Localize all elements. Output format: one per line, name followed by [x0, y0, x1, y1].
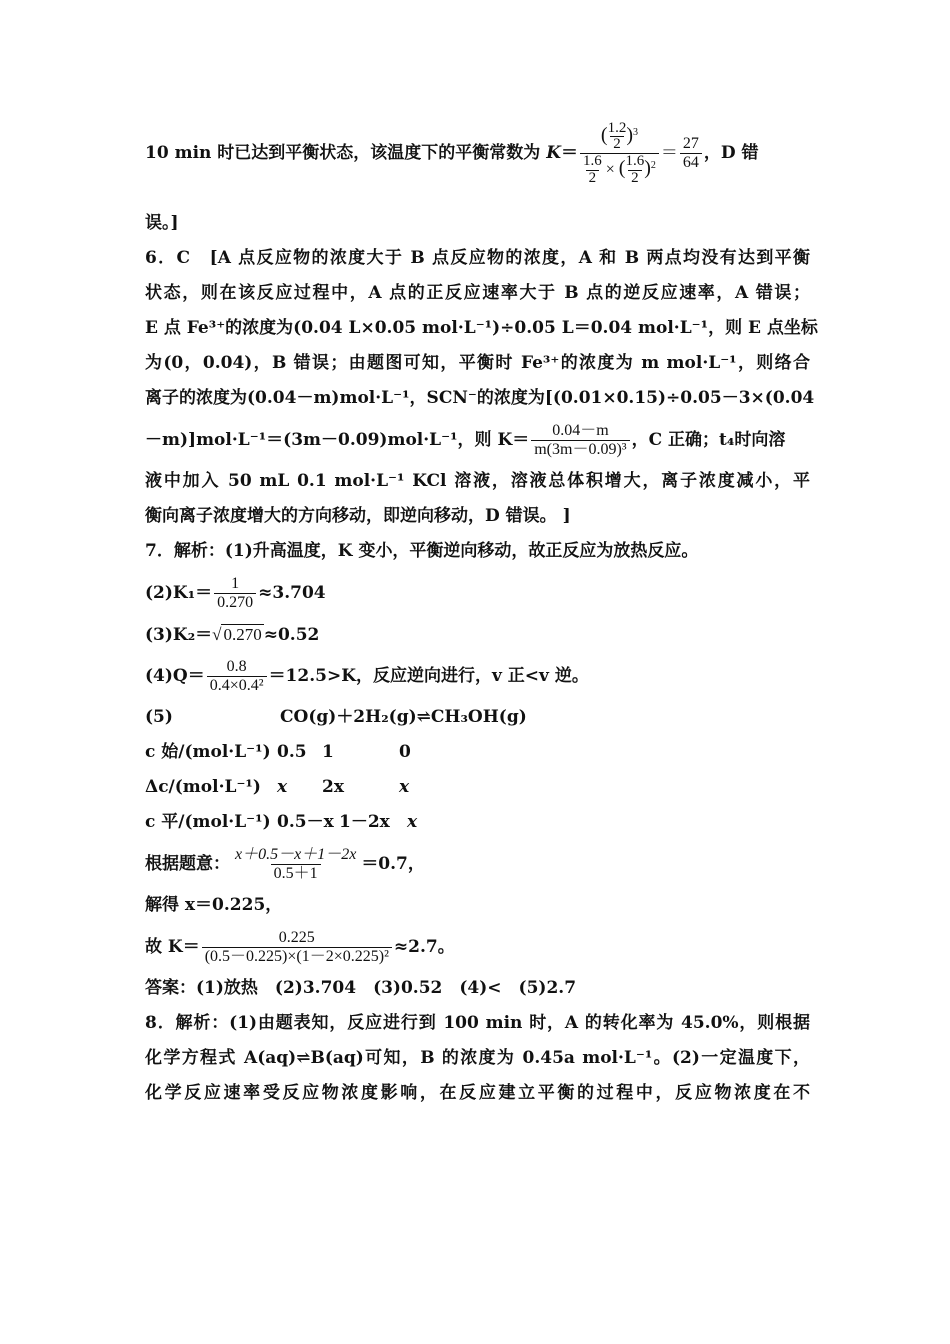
q6-line-5: 离子的浓度为(0.04－m)mol·L⁻¹，SCN⁻的浓度为[(0.01×0.15)÷0.05－3×(0.04	[145, 388, 815, 408]
exponent-3: 3	[632, 126, 638, 138]
q7-q-prefix: (4)Q＝	[145, 666, 205, 686]
q7-part-4	[145, 652, 810, 700]
den-value-a: 1.6	[583, 153, 602, 169]
q7-p6-denominator: 0.5＋1	[271, 864, 321, 883]
table-row	[145, 770, 810, 805]
num-value: 1.2	[607, 119, 627, 136]
q7-part-3	[145, 617, 810, 652]
k-fraction-numerator: ( $\frac{1.2}{2}$ )$^3$	[600, 119, 638, 153]
cell: 2x	[322, 777, 344, 797]
q6-k-suffix: ，C 正确；t₄时向溶	[631, 430, 786, 450]
cell: 0	[399, 742, 411, 762]
row-label: Δc/(mol·L⁻¹)	[145, 777, 261, 797]
row-label: c 始/(mol·L⁻¹)	[145, 742, 271, 762]
k-symbol: K	[546, 143, 561, 163]
q7-k1-prefix: (2)K₁＝	[145, 583, 213, 603]
cell: x	[407, 812, 418, 832]
result-denominator: 64	[680, 153, 702, 172]
cell: 1	[322, 742, 334, 762]
q8-line-1: 8．解析：(1)由题表知，反应进行到 100 min 时，A 的转化率为 45.0%，则根据	[145, 1013, 810, 1033]
q7-k2-prefix: (3)K₂＝	[145, 625, 213, 645]
q7-k1-denominator: 0.270	[214, 593, 256, 612]
table-row	[145, 735, 810, 770]
reaction-equation: CO(g)＋2H₂(g)⇌CH₃OH(g)	[280, 707, 527, 727]
root-radicand: 0.270	[223, 625, 262, 644]
q6-line-3: E 点 Fe³⁺的浓度为(0.04 L×0.05 mol·L⁻¹)÷0.05 L＝0.04 mol·L⁻¹，则 E 点坐标	[145, 318, 818, 338]
den-value-b: 1.6	[625, 153, 645, 169]
exponent-2: 2	[650, 159, 656, 171]
row-label: c 平/(mol·L⁻¹)	[145, 812, 271, 832]
q6-k-denominator: m(3m－0.09)³	[531, 440, 629, 459]
q7-p6-numerator: x＋0.5－x＋1－2x	[235, 845, 357, 863]
text-tail: ，D 错	[703, 143, 759, 163]
k-fraction-denominator: $\frac{1.6}{2}$ × ( $\frac{1.6}{2}$ )$^2$	[580, 153, 659, 187]
cell: 1－2x	[339, 812, 390, 832]
q6-line-1	[145, 241, 810, 276]
q6-k-prefix: －m)]mol·L⁻¹＝(3m－0.09)mol·L⁻¹，则 K＝	[145, 430, 530, 450]
q7-q-result: ＝12.5>K，反应逆向进行，v 正<v 逆。	[268, 666, 589, 686]
k-fraction	[580, 121, 659, 187]
q6-text: A 点反应物的浓度大于 B 点反应物的浓度，A 和 B 两点均没有达到平衡	[217, 248, 810, 268]
cell: x	[277, 777, 288, 797]
q6-line-2: 状态，则在该反应过程中，A 点的正反应速率大于 B 点的逆反应速率，A 错误；	[145, 283, 810, 303]
cell: 0.5	[277, 742, 307, 762]
q7-p6-fraction	[232, 846, 359, 884]
result-fraction	[680, 135, 702, 173]
q7-part-6	[145, 840, 810, 888]
q7-part-5	[145, 700, 810, 735]
q6-line-8: 衡向离子浓度增大的方向移动，即逆向移动，D 错误。 ]	[145, 506, 571, 526]
equals-sign-2: ＝	[660, 143, 678, 163]
q7-answer: 答案：(1)放热 (2)3.704 (3)0.52 (4)< (5)2.7	[145, 978, 577, 998]
q7-p6-prefix: 根据题意：	[145, 854, 230, 874]
q7-part-8	[145, 923, 810, 971]
q7-k1-numerator: 1	[231, 574, 240, 592]
q7-part-2	[145, 569, 810, 617]
times-sign: ×	[605, 160, 615, 178]
solution-page	[145, 118, 818, 1111]
q7-p8-prefix: 故 K＝	[145, 937, 200, 957]
q6-line-7: 液中加入 50 mL 0.1 mol·L⁻¹ KCl 溶液，溶液总体积增大，离子浓度减小，平	[145, 471, 810, 491]
q7-q-denominator: 0.4×0.4²	[207, 676, 267, 695]
q7-k1-fraction	[214, 575, 256, 613]
q7-p8-numerator: 0.225	[278, 928, 315, 946]
cell: x	[399, 777, 410, 797]
q7-p8-result: ≈2.7。	[393, 937, 455, 957]
equilibrium-constant-line	[145, 118, 810, 188]
den-divisor-b: 2	[628, 170, 642, 187]
q6-k-numerator: 0.04－m	[552, 421, 609, 439]
q6-answer: 6．C [	[145, 248, 218, 268]
q7-q-fraction	[207, 658, 267, 696]
q8-line-2: 化学方程式 A(aq)⇌B(aq)可知，B 的浓度为 0.45a mol·L⁻¹。(2)一定温度下，	[145, 1048, 810, 1068]
text-segment: 10 min 时已达到平衡状态，该温度下的平衡常数为	[145, 143, 547, 163]
text-line: 误。]	[145, 213, 179, 233]
q7-k1-result: ≈3.704	[258, 583, 326, 603]
q7-p8-denominator: (0.5－0.225)×(1－2×0.225)²	[202, 947, 392, 966]
q7-line-1: 7．解析：(1)升高温度，K 变小，平衡逆向移动，故正反应为放热反应。	[145, 541, 699, 561]
q6-line-4: 为(0，0.04)，B 错误；由题图可知，平衡时 Fe³⁺的浓度为 m mol·L⁻¹，则络合	[145, 353, 810, 373]
cell: 0.5－x	[277, 812, 334, 832]
num-divisor: 2	[610, 136, 624, 153]
q7-part-7: 解得 x＝0.225，	[145, 895, 283, 915]
q6-line-6	[145, 416, 810, 464]
q7-k2-result: ≈0.52	[263, 625, 320, 645]
square-root: √ 0.270	[212, 625, 262, 644]
result-numerator: 27	[682, 134, 699, 152]
q8-line-3: 化学反应速率受反应物浓度影响，在反应建立平衡的过程中，反应物浓度在不	[145, 1083, 810, 1103]
q7-p8-fraction	[202, 929, 392, 967]
q7-q-numerator: 0.8	[226, 657, 247, 675]
q6-k-fraction	[531, 422, 629, 460]
table-row	[145, 805, 810, 840]
q7-p6-result: ＝0.7，	[361, 854, 425, 874]
equals-sign: ＝	[561, 143, 578, 163]
den-divisor-a: 2	[586, 170, 600, 187]
q7-p5-label: (5)	[145, 707, 173, 727]
